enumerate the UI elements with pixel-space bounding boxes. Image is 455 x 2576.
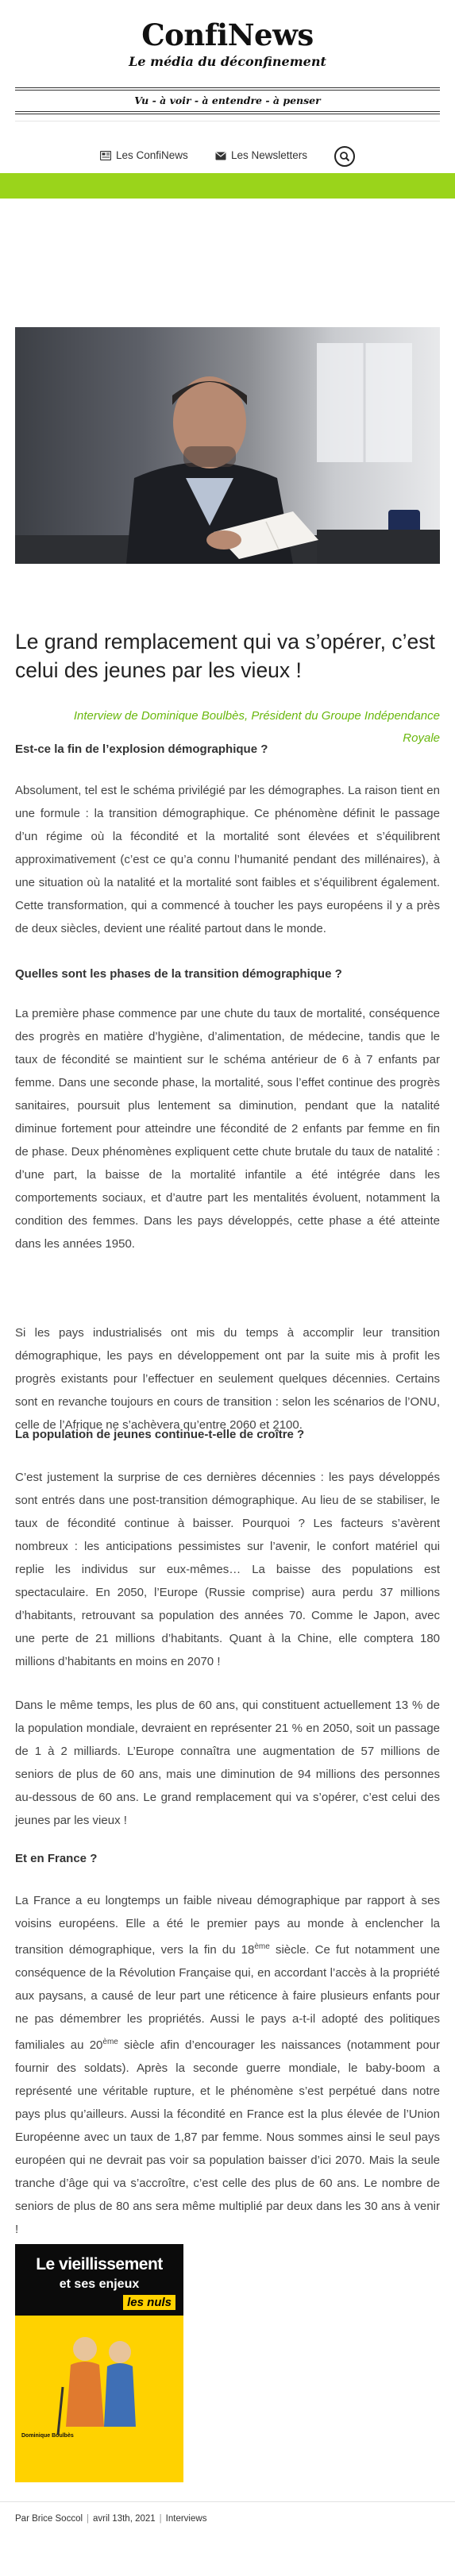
- paragraph-2: La première phase commence par une chute du taux de mortalité, conséquence des progrès en matière d’hygiène, d’alimentation, de médecine, tandis que le taux de fécondité se maintient sur le schéma antérieur de 6 à 7 enfants par femme. Dans une seconde phase, la mortalité, sous l’effet continue des progrès sanitaires, poursuit plus lentement sa diminution, pendant que la natalité diminue fortement pour atteindre une fécondité de 2 enfants par femme en fin de phase. Deux phénomènes expliquent cette chute brutale du taux de natalité : d’une part, la baisse de la mortalité infantile a été intégrée dans les comportements sociaux, et d’autre part les mentalités évoluent, notamment la condition des femmes. Dans les pays développés, cette phase a été atteinte dans les années 1950.: [15, 1007, 440, 1251]
- book-cover-panel: [15, 2316, 183, 2482]
- book-cover[interactable]: [15, 2244, 183, 2482]
- article-byline: Interview de Dominique Boulbès, Président du Groupe Indépendance Royale: [73, 709, 440, 745]
- paragraph-6-sup-1: ème: [254, 1942, 270, 1951]
- search-icon: [339, 151, 350, 162]
- site-title[interactable]: ConfiNews: [141, 17, 314, 52]
- book-illustration: [15, 2316, 183, 2482]
- paragraph-6-sup-2: ème: [102, 2038, 118, 2046]
- nav-item-newsletters[interactable]: [215, 149, 307, 161]
- search-button[interactable]: [334, 146, 355, 167]
- paragraph-5: Dans le même temps, les plus de 60 ans, qui constituent actuellement 13 % de la population mondiale, devraient en représenter 21 % en 2050, soit un passage de 1 à 2 milliards. L’Europe connaîtra une augmentation de 57 millions de seniors de plus de 60 ans, mais une diminution de 94 millions des personnes au-dessous de 60 ans. Le grand remplacement qui va s’opérer, c’est celui des jeunes par les vieux !: [15, 1699, 440, 1827]
- site-slogan: Vu - à voir - à entendre - à penser: [134, 94, 321, 106]
- post-author-link[interactable]: Brice Soccol: [32, 2514, 83, 2524]
- paragraph-1: Absolument, tel est le schéma privilégié par les démographes. La raison tient en une formule : la transition démographique. Ce phénomène définit le passage d’un régime où la fécondité et la mortalité sont élevées et s’équilibrent approximativement (c’est ce qu’a connu l’humanité pendant des millénaires), à une situation où la natalité et la mortalité sont faibles et s’équilibrent également. Cette transformation, qui a commencé à toucher les pays européens il y a près de deux siècles, devient une réalité partout dans le monde.: [15, 784, 440, 935]
- article-headline: Le grand remplacement qui va s’opérer, c’est celui des jeunes par les vieux !: [15, 630, 435, 682]
- paragraph-6-part-b: siècle. Ce fut notamment une conséquence de la Révolution Française qui, en accordant l’accès à la propriété aux paysans, a causé de leur part une réticence à faire plusieurs enfants pour ne pas démembrer les propriétés. Aussi le pays a-t-il adopté des politiques familiales au 20: [15, 1943, 440, 2052]
- book-series-label: les nuls: [123, 2295, 175, 2310]
- post-meta-prefix: Par: [15, 2514, 29, 2524]
- newspaper-icon: [100, 151, 111, 160]
- meta-separator: |: [159, 2514, 162, 2524]
- slogan-box: [15, 87, 440, 114]
- footer-divider: [0, 2501, 455, 2502]
- paragraph-6-part-a: La France a eu longtemps un faible niveau démographique par rapport à ses voisins européens. Elle a été le premier pays au monde à enclencher la transition démographique, vers la fin du 18: [15, 1894, 440, 1957]
- meta-separator: |: [87, 2514, 90, 2524]
- question-2: Quelles sont les phases de la transition démographique ?: [15, 967, 342, 981]
- nav-item-confinews[interactable]: [100, 149, 188, 161]
- paragraph-6: [15, 1889, 440, 2241]
- post-date: avril 13th, 2021: [93, 2514, 156, 2524]
- post-meta: [15, 2514, 206, 2524]
- main-nav: [0, 146, 455, 168]
- envelope-icon: [215, 151, 226, 160]
- nav-item-newsletters-label: Les Newsletters: [231, 149, 308, 161]
- paragraph-3: Si les pays industrialisés ont mis du temps à accomplir leur transition démographique, les pays en développement ont par la suite mis à profit les progrès existants pour l’effectuer en seulement quelques décennies. Certains sont en revanche toujours en cours de transition : selon les scénarios de l’ONU, celle de l’Afrique ne s’achèvera qu’entre 2060 et 2100.: [15, 1326, 440, 1432]
- slogan-rule-bottom: [15, 111, 440, 112]
- paragraph-6-part-c: siècle afin d’encourager les naissances (notamment pour fournir des soldats). Après la seconde guerre mondiale, le baby-boom a représenté une véritable rupture, et le phénomène s’est perpétué dans notre pays plus qu’ailleurs. Aussi la fécondité en France est la plus élevée de l’Union Européenne avec un taux de 1,87 par femme. Nous sommes ainsi le seul pays européen qui ne devrait pas voir sa population baisser d’ici 2070. Mais la seule tranche d’âge qui va s’accroître, c’est celle des plus de 60 ans. Le nombre de seniors de plus de 80 ans sera même multiplié par deux dans les 30 ans à venir !: [15, 2038, 440, 2236]
- book-title-line1: Le vieillissement: [36, 2255, 163, 2273]
- question-1: Est-ce la fin de l’explosion démographique ?: [15, 742, 268, 756]
- site-tagline: Le média du déconfinement: [129, 54, 326, 69]
- question-4: Et en France ?: [15, 1852, 98, 1865]
- book-author: Dominique Boulbès: [21, 2433, 74, 2439]
- slogan-rule-top: [15, 90, 440, 91]
- site-header: [0, 0, 455, 106]
- accent-bar: [0, 173, 455, 199]
- nav-item-confinews-label: Les ConfiNews: [116, 149, 188, 161]
- book-title-line2: et ses enjeux: [59, 2277, 140, 2291]
- question-3: La population de jeunes continue-t-elle de croître ?: [15, 1428, 305, 1441]
- paragraph-4: C’est justement la surprise de ces dernières décennies : les pays développés sont entrés dans une post-transition démographique. Au lieu de se stabiliser, le taux de fécondité continue à baisser. Pourquoi ? Les facteurs s’avèrent nombreux : les anticipations pessimistes sur l’avenir, le confort matériel qui replie les individus sur eux-mêmes… La baisse des populations est spectaculaire. En 2050, l’Europe (Russie comprise) aura perdu 37 millions d’habitants, retrouvant sa population des années 70. Comme le Japon, avec une perte de 21 millions d’habitants. Quant à la Chine, elle comptera 180 millions d’habitants en moins en 2070 !: [15, 1471, 440, 1668]
- hero-photo: [15, 327, 440, 564]
- post-category-link[interactable]: Interviews: [165, 2514, 207, 2524]
